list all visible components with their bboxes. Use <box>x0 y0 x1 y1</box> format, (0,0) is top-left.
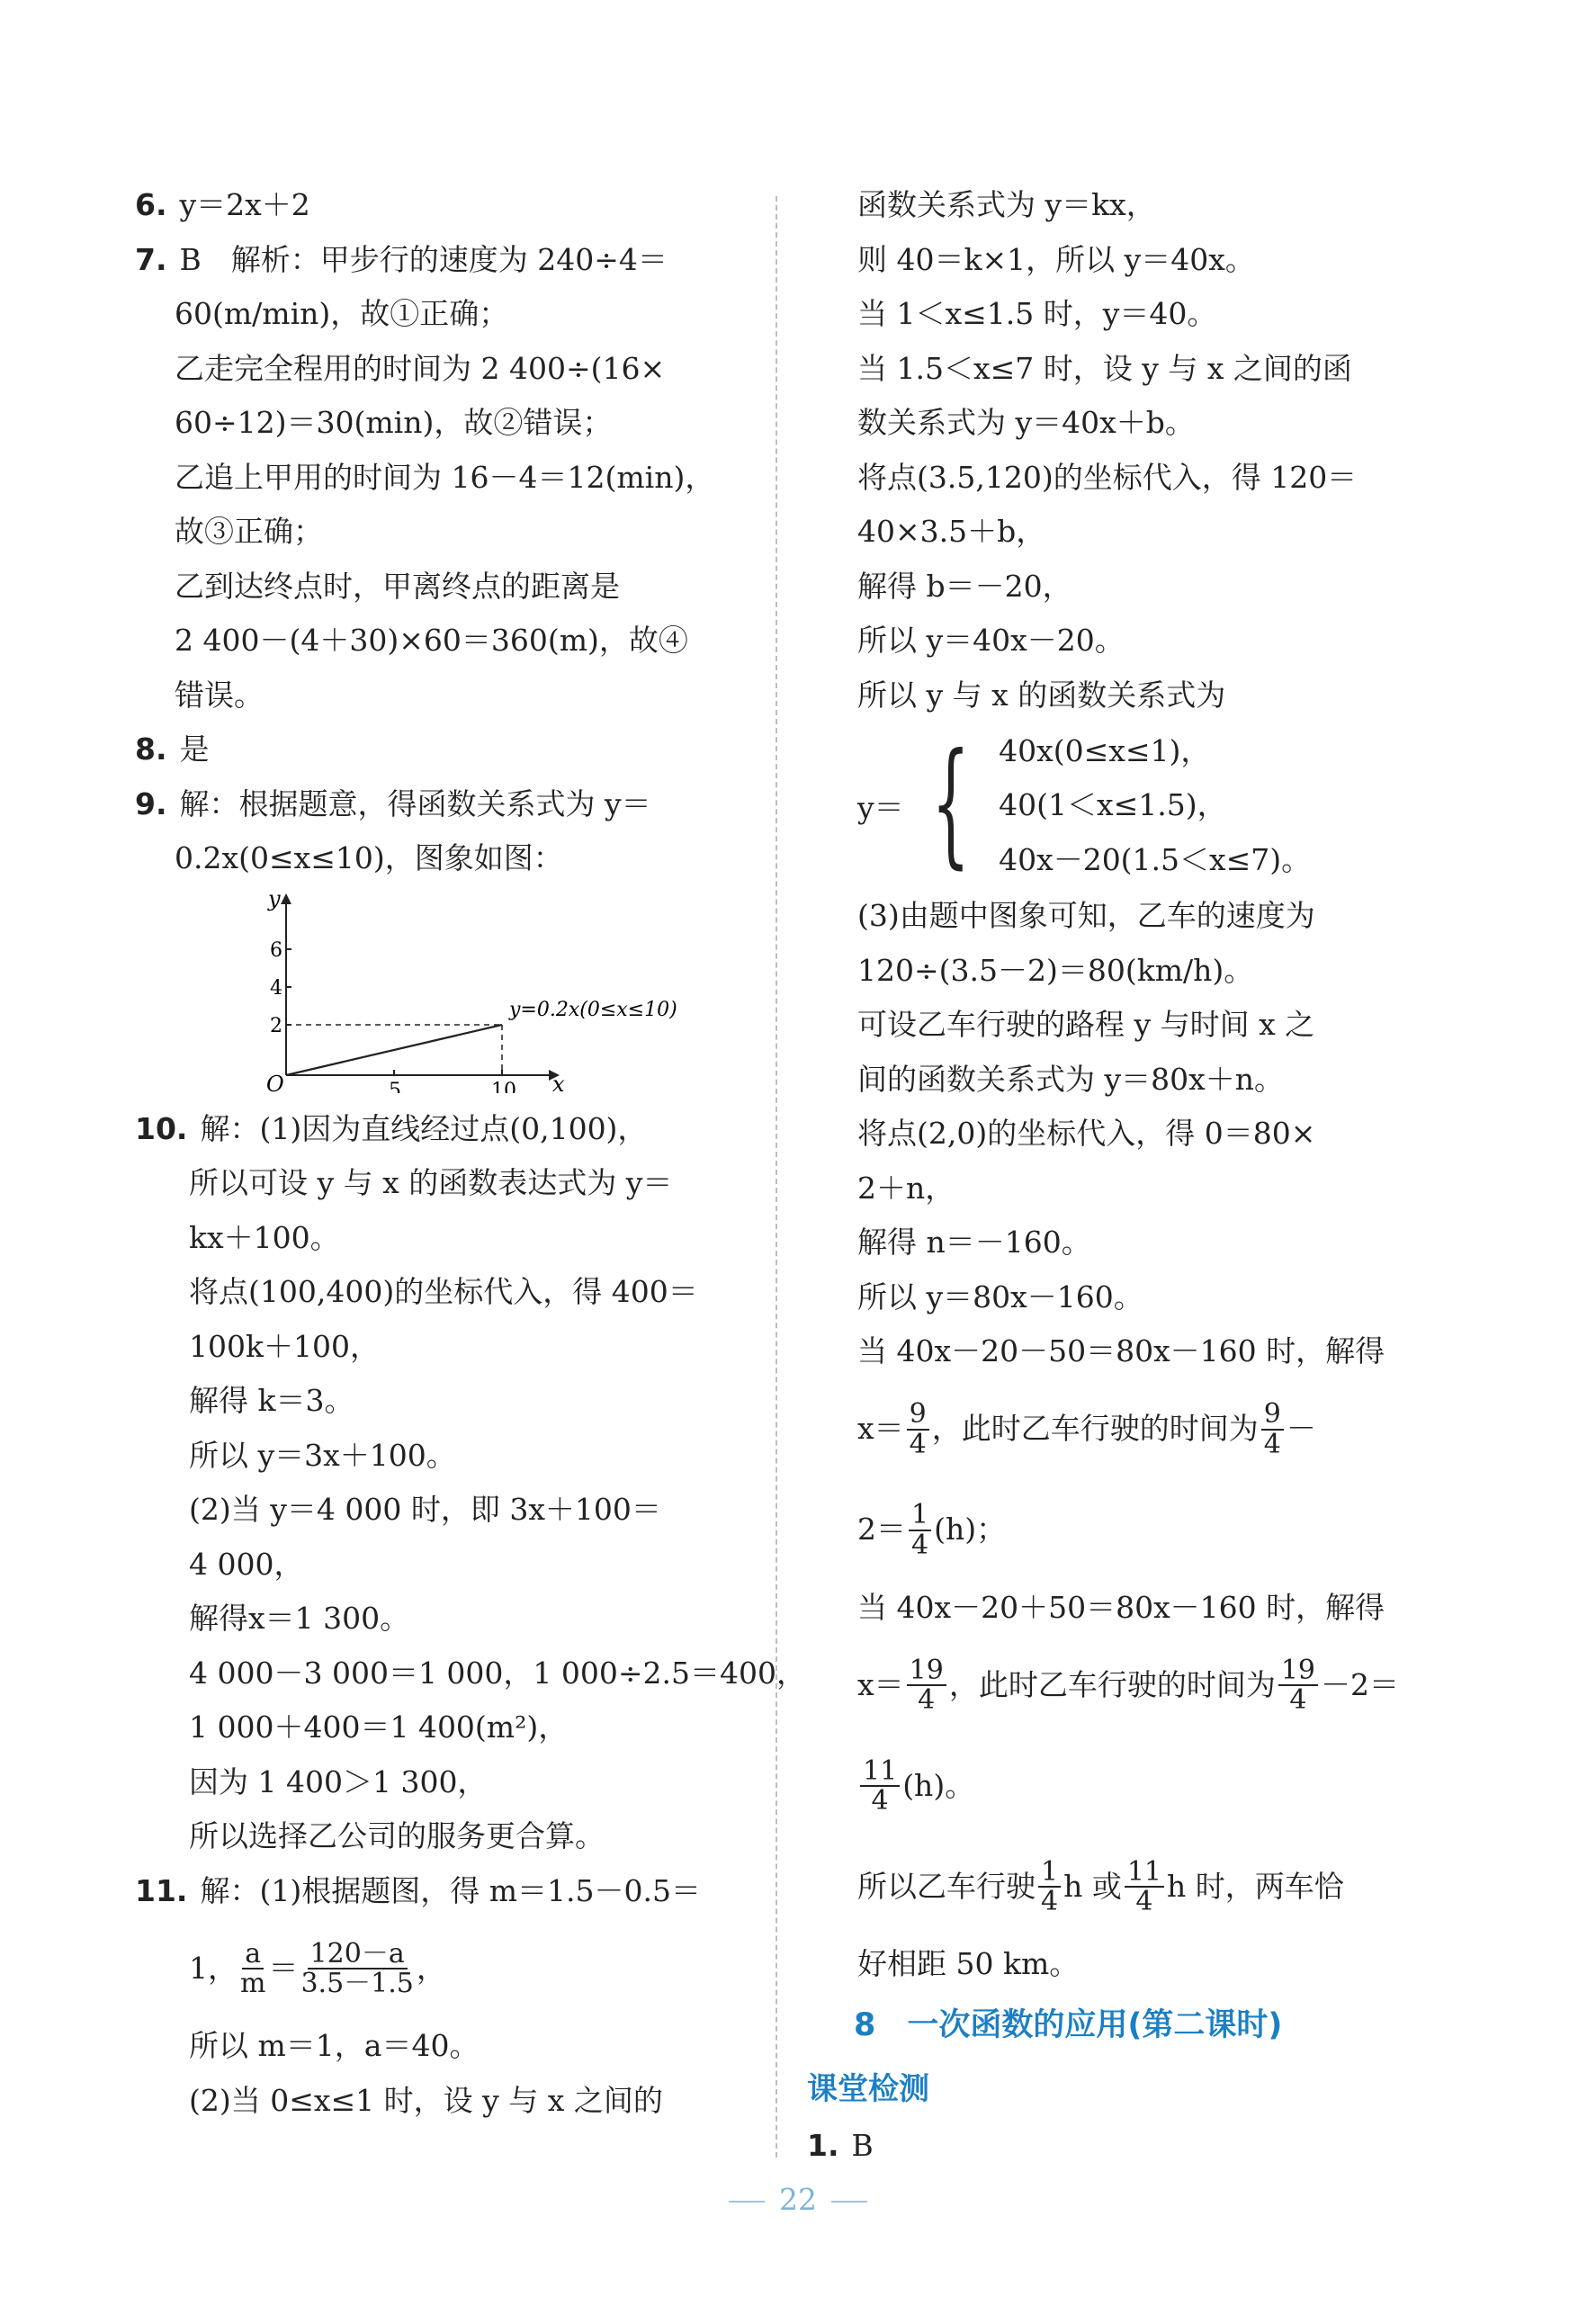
text-line: 则 40＝k×1，所以 y＝40x。 <box>857 241 1255 277</box>
function-line <box>286 1025 502 1075</box>
answer-6: 6. y＝2x＋2 <box>135 187 310 222</box>
graph-svg <box>234 886 702 1093</box>
answer-7: 7. B 解析：甲步行的速度为 240÷4＝ <box>135 241 668 277</box>
text-line: (3)由题中图象可知，乙车的速度为 <box>857 898 1315 933</box>
footer-dash-left <box>729 2201 765 2203</box>
fraction: $\frac{a}{m}$ <box>240 1937 266 1999</box>
text-line: 所以 y＝40x－20。 <box>857 623 1125 658</box>
text-line: 当 40x－20－50＝80x－160 时，解得 <box>857 1333 1385 1368</box>
fraction: $\frac{1}{4}$ <box>909 1501 931 1559</box>
line-label: y=0.2x(0≤x≤10) <box>509 998 677 1021</box>
text-line: 解得 b＝－20， <box>857 568 1072 604</box>
text-line: 4 000， <box>189 1546 304 1582</box>
text-line: kx＋100。 <box>189 1219 340 1255</box>
fraction: $\frac{19}{4}$ <box>907 1656 946 1715</box>
section-title: 8 一次函数的应用(第二课时) <box>854 2006 1283 2043</box>
text-line: 120÷(3.5－2)＝80(km/h)。 <box>857 952 1254 988</box>
text-line: 2 400－(4＋30)×60＝360(m)，故④ <box>175 623 688 658</box>
origin-label: O <box>266 1071 284 1093</box>
text-line: 故③正确； <box>175 514 323 549</box>
text-line: 当 40x－20＋50＝80x－160 时，解得 <box>857 1589 1385 1625</box>
column-divider <box>776 196 777 2158</box>
text-line: 将点(2,0)的坐标代入，得 0＝80× <box>857 1116 1316 1151</box>
answer-1: 1. B <box>807 2127 874 2163</box>
text-line: 将点(3.5,120)的坐标代入，得 120＝ <box>857 459 1358 495</box>
text-line: 解得x＝1 300。 <box>189 1601 410 1636</box>
text-line: 数关系式为 y＝40x＋b。 <box>857 405 1195 440</box>
text-line: 所以 y 与 x 的函数关系式为 <box>857 677 1226 713</box>
fraction-line: x＝ $\frac{19}{4}$ ，此时乙车行驶的时间为 $\frac{19}{4}$ －2＝ <box>857 1654 1399 1716</box>
page-number: 22 <box>779 2182 817 2217</box>
text-line: 解得 k＝3。 <box>189 1383 354 1418</box>
answer-11: 11. 解：(1)根据题图，得 m＝1.5－0.5＝ <box>135 1872 701 1908</box>
piecewise-cases: 40x(0≤x≤1)， 40(1＜x≤1.5)， 40x－20(1.5＜x≤7)。 <box>999 732 1312 877</box>
y-axis-label: y <box>268 885 281 911</box>
text-line: 好相距 50 km。 <box>857 1946 1080 1981</box>
sub-title: 课堂检测 <box>807 2070 929 2107</box>
footer-dash-right <box>831 2201 867 2203</box>
text-line: 所以 y＝80x－160。 <box>857 1279 1143 1314</box>
text-line: 1 000＋400＝1 400(m²)， <box>189 1709 569 1745</box>
text-line: (2)当 y＝4 000 时，即 3x＋100＝ <box>189 1492 661 1527</box>
answer-8: 8. 是 <box>135 731 210 767</box>
fraction: $\frac{11}{4}$ <box>860 1757 900 1816</box>
text-line: 当 1.5＜x≤7 时，设 y 与 x 之间的函 <box>857 350 1352 386</box>
right-column <box>807 178 1437 2173</box>
text-line: 60(m/min)，故①正确； <box>175 296 509 331</box>
text-line: 函数关系式为 y＝kx， <box>857 187 1156 222</box>
y-axis-arrow <box>281 893 291 904</box>
text-line: 当 1＜x≤1.5 时，y＝40。 <box>857 296 1217 331</box>
text-line: 因为 1 400＞1 300， <box>189 1763 488 1799</box>
x-tick-label: 10 <box>491 1079 516 1093</box>
text-line: 40×3.5＋b， <box>857 514 1046 549</box>
answer-9: 9. 解：根据题意，得函数关系式为 y＝ <box>135 785 651 821</box>
function-graph <box>135 886 742 1102</box>
text-line: 错误。 <box>175 677 264 713</box>
text-line: 60÷12)＝30(min)，故②错误； <box>175 405 613 440</box>
text-line: 将点(100,400)的坐标代入，得 400＝ <box>189 1274 698 1309</box>
text-line: 4 000－3 000＝1 000，1 000÷2.5＝400， <box>189 1655 807 1691</box>
fraction: $\frac{120-a}{3.5-1.5}$ <box>300 1937 414 1999</box>
fraction: $\frac{11}{4}$ <box>1125 1858 1164 1916</box>
text-line: 解得 n＝－160。 <box>857 1225 1091 1260</box>
text-line: 0.2x(0≤x≤10)，图象如图： <box>175 840 563 875</box>
fraction: $\frac{19}{4}$ <box>1278 1656 1318 1715</box>
y-tick-label: 4 <box>270 976 282 1000</box>
fraction-line: 所以乙车行驶 $\frac{1}{4}$ h 或 $\frac{11}{4}$ h 时，两车恰 <box>857 1855 1344 1917</box>
text-line: 所以 m＝1，a＝40。 <box>189 2028 480 2063</box>
fraction-line: x＝ $\frac{9}{4}$ ，此时乙车行驶的时间为 $\frac{9}{4}$ － <box>857 1398 1316 1460</box>
fraction: $\frac{1}{4}$ <box>1038 1858 1061 1916</box>
text-line: 间的函数关系式为 y＝80x＋n。 <box>857 1061 1284 1097</box>
left-brace: { <box>930 724 970 882</box>
fraction-line: $\frac{11}{4}$ (h)。 <box>807 1736 1437 1836</box>
text-line: 所以可设 y 与 x 的函数表达式为 y＝ <box>189 1165 673 1200</box>
left-column <box>135 178 807 2128</box>
fraction: $\frac{9}{4}$ <box>1261 1400 1284 1458</box>
text-line: 可设乙车行驶的路程 y 与时间 x 之 <box>857 1007 1315 1042</box>
fraction: $\frac{9}{4}$ <box>907 1400 929 1458</box>
x-axis-label: x <box>552 1071 565 1093</box>
text-line: 所以选择乙公司的服务更合算。 <box>189 1818 605 1853</box>
text-line: 乙追上甲用的时间为 16－4＝12(min)， <box>175 459 715 495</box>
x-tick-label: 5 <box>389 1079 401 1093</box>
text-line: 乙走完全程用的时间为 2 400÷(16× <box>175 350 666 386</box>
fraction-line: 1， $\frac{a}{m}$ ＝ $\frac{120-a}{3.5-1.5}$ ， <box>189 1937 446 1999</box>
text-line: 乙到达终点时，甲离终点的距离是 <box>175 568 620 604</box>
page-footer <box>0 2182 1596 2217</box>
text-line: (2)当 0≤x≤1 时，设 y 与 x 之间的 <box>189 2082 663 2118</box>
text-line: 100k＋100， <box>189 1328 380 1364</box>
text-line: 2＋n， <box>857 1170 955 1206</box>
y-tick-label: 2 <box>270 1014 282 1037</box>
piecewise-function: y＝ { 40x(0≤x≤1)， 40(1＜x≤1.5)， 40x－20(1.5＜x≤7)。 <box>807 722 1437 889</box>
y-tick-label: 6 <box>270 938 282 962</box>
text-line: 所以 y＝3x＋100。 <box>189 1437 456 1473</box>
fraction-line: 2＝ $\frac{1}{4}$ (h)； <box>857 1499 1007 1561</box>
answer-10: 10. 解：(1)因为直线经过点(0,100)， <box>135 1110 648 1146</box>
